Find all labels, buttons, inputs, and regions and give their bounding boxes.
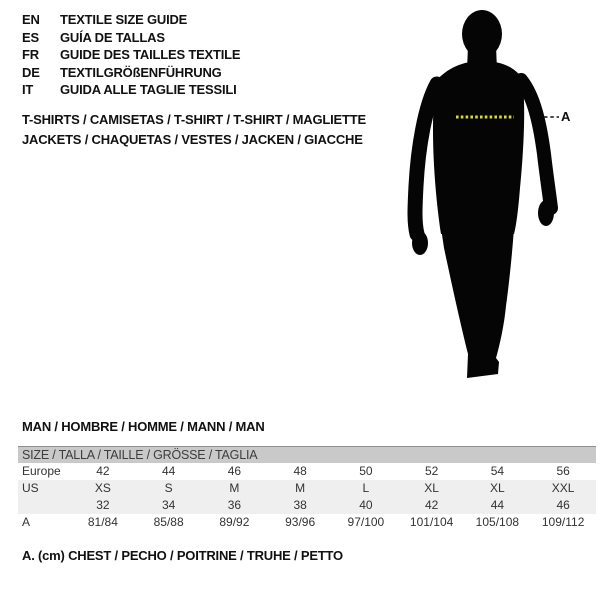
size-cell: 56 bbox=[556, 464, 570, 478]
size-cell: 109/112 bbox=[541, 515, 585, 529]
size-cell: 36 bbox=[227, 498, 242, 512]
language-row bbox=[22, 81, 240, 99]
size-cell: 46 bbox=[227, 464, 242, 478]
size-cell: 52 bbox=[424, 464, 439, 478]
language-title: TEXTILGRÖßENFÜHRUNG bbox=[60, 64, 222, 80]
language-code: FR bbox=[22, 47, 39, 62]
silhouette-right-arm bbox=[521, 80, 551, 208]
size-cell: 42 bbox=[96, 464, 110, 478]
language-row bbox=[22, 29, 240, 47]
language-row bbox=[22, 46, 240, 64]
silhouette-legs bbox=[441, 228, 514, 378]
size-cell: 93/96 bbox=[285, 515, 316, 529]
section-title: MAN / HOMBRE / HOMME / MANN / MAN bbox=[22, 419, 265, 434]
measurement-label-a: A bbox=[561, 109, 571, 124]
size-cell: M bbox=[295, 481, 306, 495]
table-row-us bbox=[18, 480, 596, 497]
size-cell: L bbox=[362, 481, 370, 495]
size-cell: XS bbox=[94, 481, 111, 495]
size-table bbox=[18, 446, 596, 531]
language-title: GUIDA ALLE TAGLIE TESSILI bbox=[60, 82, 237, 97]
table-row-chest bbox=[18, 514, 596, 531]
size-cell: 46 bbox=[556, 498, 570, 512]
language-row bbox=[22, 11, 240, 29]
row-label bbox=[18, 497, 70, 514]
category-line-jackets: JACKETS / CHAQUETAS / VESTES / JACKEN / GIACCHE bbox=[22, 132, 363, 147]
category-list bbox=[22, 110, 366, 150]
size-cell: 34 bbox=[161, 498, 176, 512]
row-label: A bbox=[22, 515, 31, 529]
size-cell: 97/100 bbox=[347, 515, 385, 529]
size-cell: 42 bbox=[424, 498, 439, 512]
silhouette-torso bbox=[433, 61, 524, 234]
size-cell: 40 bbox=[359, 498, 373, 512]
language-title: GUÍA DE TALLAS bbox=[60, 29, 165, 45]
size-cell: 44 bbox=[161, 464, 176, 478]
size-cell: 81/84 bbox=[87, 515, 118, 529]
size-cell: 105/108 bbox=[475, 515, 520, 529]
category-line-tshirts: T-SHIRTS / CAMISETAS / T-SHIRT / T-SHIRT / MAGLIETTE bbox=[22, 112, 366, 127]
language-code: EN bbox=[22, 12, 40, 27]
size-cell: 89/92 bbox=[219, 515, 250, 529]
size-cell: 38 bbox=[293, 498, 307, 512]
row-label: US bbox=[22, 481, 39, 495]
size-cell: 44 bbox=[490, 498, 505, 512]
size-cell: XXL bbox=[551, 481, 575, 495]
size-cell: 85/88 bbox=[153, 515, 184, 529]
table-header: SIZE / TALLA / TAILLE / GRÖSSE / TAGLIA bbox=[18, 446, 596, 463]
table-row-numeric bbox=[18, 497, 596, 514]
size-cell: S bbox=[164, 481, 173, 495]
size-cell: 54 bbox=[490, 464, 505, 478]
language-title: TEXTILE SIZE GUIDE bbox=[60, 12, 188, 27]
silhouette-left-arm bbox=[415, 84, 437, 234]
size-cell: XL bbox=[424, 481, 439, 495]
man-silhouette-graphic bbox=[405, 8, 580, 388]
language-row bbox=[22, 64, 240, 82]
language-list bbox=[22, 11, 240, 99]
language-title: GUIDE DES TAILLES TEXTILE bbox=[60, 47, 241, 62]
language-code: ES bbox=[22, 29, 39, 45]
size-cell: 48 bbox=[293, 464, 307, 478]
silhouette-left-hand bbox=[412, 231, 428, 255]
language-code: IT bbox=[22, 82, 34, 97]
size-cell: 101/104 bbox=[409, 515, 454, 529]
size-cell: 32 bbox=[96, 498, 110, 512]
silhouette-right-hand bbox=[538, 200, 554, 226]
language-code: DE bbox=[22, 64, 40, 80]
size-cell: M bbox=[229, 481, 240, 495]
table-row-europe bbox=[18, 463, 596, 480]
measurement-footnote: A. (cm) CHEST / PECHO / POITRINE / TRUHE / PETTO bbox=[22, 548, 343, 563]
size-cell: XL bbox=[490, 481, 505, 495]
man-silhouette bbox=[405, 8, 580, 388]
size-cell: 50 bbox=[359, 464, 373, 478]
row-label: Europe bbox=[22, 464, 61, 478]
